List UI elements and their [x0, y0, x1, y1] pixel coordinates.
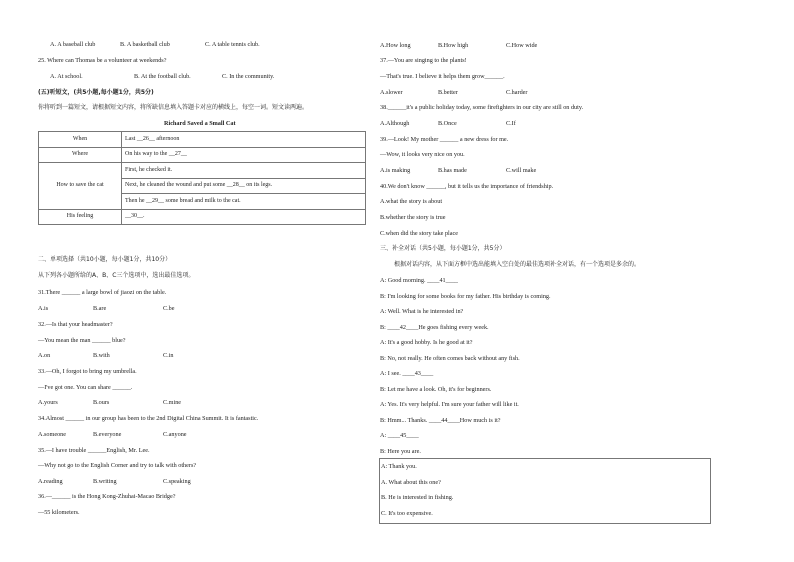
q36-option-a[interactable]: A.How long	[380, 42, 411, 49]
q33-option-c[interactable]: C.mine	[163, 399, 182, 406]
q40-option-a[interactable]: A.what the story is about	[380, 198, 443, 205]
q37-option-a[interactable]: A.slower	[380, 89, 403, 96]
dialog-line: A: It's a good hobby. Is he good at it?	[380, 339, 473, 346]
options-box	[379, 458, 711, 524]
choice-item: A: Thank you.	[381, 463, 417, 470]
q35-option-a[interactable]: A.reading	[38, 478, 63, 485]
section-two-title: 二、单项选择（共10小题，每小题1分，共10分）	[38, 256, 172, 263]
row-label: How to save the cat	[39, 163, 122, 210]
q34-question: 34.Almost ______ in our group has been to the 2nd Digital China Summit. It is fantastic.	[38, 415, 259, 422]
q38-question: 38.______it's a public holiday today, some firefighters in our city are still on duty.	[380, 104, 584, 111]
table-row	[39, 163, 366, 179]
choice-item: C. It's too expensive.	[381, 510, 433, 517]
q39-question-cont: —Wow, it looks very nice on you.	[380, 151, 465, 158]
q24-option-c[interactable]: C. A table tennis club.	[205, 41, 260, 48]
table-row	[39, 132, 366, 148]
row-label: Where	[39, 147, 122, 163]
q24-option-b[interactable]: B. A basketball club	[120, 41, 170, 48]
q32-option-a[interactable]: A.on	[38, 352, 51, 359]
q40-question: 40.We don't know ______, but it tells us the importance of friendship.	[380, 183, 554, 190]
table-row	[39, 147, 366, 163]
q35-option-b[interactable]: B.writing	[93, 478, 117, 485]
q35-question-cont: —Why not go to the English Corner and try to talk with others?	[38, 462, 197, 469]
choice-item: B. He is interested in fishing.	[381, 494, 454, 501]
row-content: __30__.	[122, 209, 366, 225]
q40-option-b[interactable]: B.whether the story is true	[380, 214, 446, 221]
section-three-instruction: 根据对话内容，从下面方框中选出能填入空白处的最佳选项补全对话，有一个选项是多余的。	[394, 261, 641, 268]
q31-option-a[interactable]: A.is	[38, 305, 49, 312]
q37-option-c[interactable]: C.harder	[506, 89, 528, 96]
row-label: When	[39, 132, 122, 148]
table-title: Richard Saved a Small Cat	[164, 120, 236, 127]
q39-option-a[interactable]: A.is making	[380, 167, 411, 174]
q31-option-c[interactable]: C.be	[163, 305, 175, 312]
q36-question-cont: —55 kilometers.	[38, 509, 80, 516]
dialog-line: B: Let me have a look. Oh, it's for beginners.	[380, 386, 492, 393]
section-five-instruction: 你将听到一篇短文，请根据短文内容，将所缺信息填入答题卡对应的横线上，每空一词。短文读两遍。	[38, 104, 309, 111]
dialog-line: B: ____42____He goes fishing every week.	[380, 324, 489, 331]
dialog-line: B: Here you are.	[380, 448, 421, 455]
q38-option-a[interactable]: A.Although	[380, 120, 410, 127]
q32-option-b[interactable]: B.with	[93, 352, 110, 359]
q31-question: 31.There ______ a large bowl of jiaozi on the table.	[38, 289, 167, 296]
q35-option-c[interactable]: C.speaking	[163, 478, 191, 485]
info-table	[38, 131, 366, 225]
q39-question: 39.—Look! My mother ______ a new dress for me.	[380, 136, 509, 143]
q32-option-c[interactable]: C.in	[163, 352, 174, 359]
q37-option-b[interactable]: B.better	[438, 89, 458, 96]
q37-question-cont: —That's true. I believe it helps them grow______.	[380, 73, 505, 80]
section-two-instruction: 从下列各小题所给的A、B、C三个选项中，选出最佳选项。	[38, 272, 195, 279]
dialog-line: B: No, not really. He often comes back without any fish.	[380, 355, 520, 362]
q33-option-b[interactable]: B.ours	[93, 399, 110, 406]
q37-question: 37.—You are singing to the plants!	[380, 57, 467, 64]
row-label: His feeling	[39, 209, 122, 225]
section-five-title: (五)听短文，(共5小题,每小题1分，共5分)	[38, 89, 154, 96]
row-content: Then he __29__ some bread and milk to the cat.	[122, 194, 366, 210]
row-content: On his way to the __27__	[122, 147, 366, 163]
q35-question: 35.—I have trouble ______English, Mr. Lee.	[38, 447, 150, 454]
q24-option-a[interactable]: A. A baseball club	[50, 41, 96, 48]
q25-option-c[interactable]: C. In the community.	[222, 73, 275, 80]
dialog-line: B: Hmm... Thanks. ____44____How much is it?	[380, 417, 501, 424]
q36-option-b[interactable]: B.How high	[438, 42, 469, 49]
q36-option-c[interactable]: C.How wide	[506, 42, 538, 49]
q33-question-cont: —I've got one. You can share ______.	[38, 384, 133, 391]
dialog-line: A: I see. ____43____	[380, 370, 434, 377]
row-content: First, he checked it.	[122, 163, 366, 179]
q25-question: 25. Where can Thomas be a volunteer at weekends?	[38, 57, 167, 64]
q36-question: 36.—______ is the Hong Kong-Zhuhai-Macao Bridge?	[38, 493, 176, 500]
row-content: Next, he cleaned the wound and put some __28__ on its legs.	[122, 178, 366, 194]
table-row	[39, 209, 366, 225]
q38-option-c[interactable]: C.If	[506, 120, 516, 127]
dialog-line: A: Well. What is he interested in?	[380, 308, 464, 315]
q34-option-c[interactable]: C.anyone	[163, 431, 187, 438]
q34-option-b[interactable]: B.everyone	[93, 431, 122, 438]
dialog-line: A: ____45____	[380, 432, 419, 439]
q32-question-cont: —You mean the man ______ blue?	[38, 337, 126, 344]
q25-option-a[interactable]: A. At school.	[50, 73, 83, 80]
dialog-line: A: Good morning. ____41____	[380, 277, 459, 284]
q39-option-c[interactable]: C.will make	[506, 167, 537, 174]
choice-item: A. What about this one?	[381, 479, 441, 486]
q40-option-c[interactable]: C.when did the story take place	[380, 230, 459, 237]
q38-option-b[interactable]: B.Once	[438, 120, 457, 127]
q31-option-b[interactable]: B.are	[93, 305, 107, 312]
section-three-title: 三、补全对话（共5小题，每小题1分，共5分）	[380, 245, 506, 252]
q33-question: 33.—Oh, I forgot to bring my umbrella.	[38, 368, 137, 375]
q39-option-b[interactable]: B.has made	[438, 167, 467, 174]
dialog-line: B: I'm looking for some books for my father. His birthday is coming.	[380, 293, 551, 300]
q32-question: 32.—Is that your headmaster?	[38, 321, 113, 328]
q33-option-a[interactable]: A.yours	[38, 399, 58, 406]
row-content: Last __26__ afternoon	[122, 132, 366, 148]
q34-option-a[interactable]: A.someone	[38, 431, 67, 438]
q25-option-b[interactable]: B. At the football club.	[134, 73, 191, 80]
dialog-line: A: Yes. It's very helpful. I'm sure your father will like it.	[380, 401, 519, 408]
